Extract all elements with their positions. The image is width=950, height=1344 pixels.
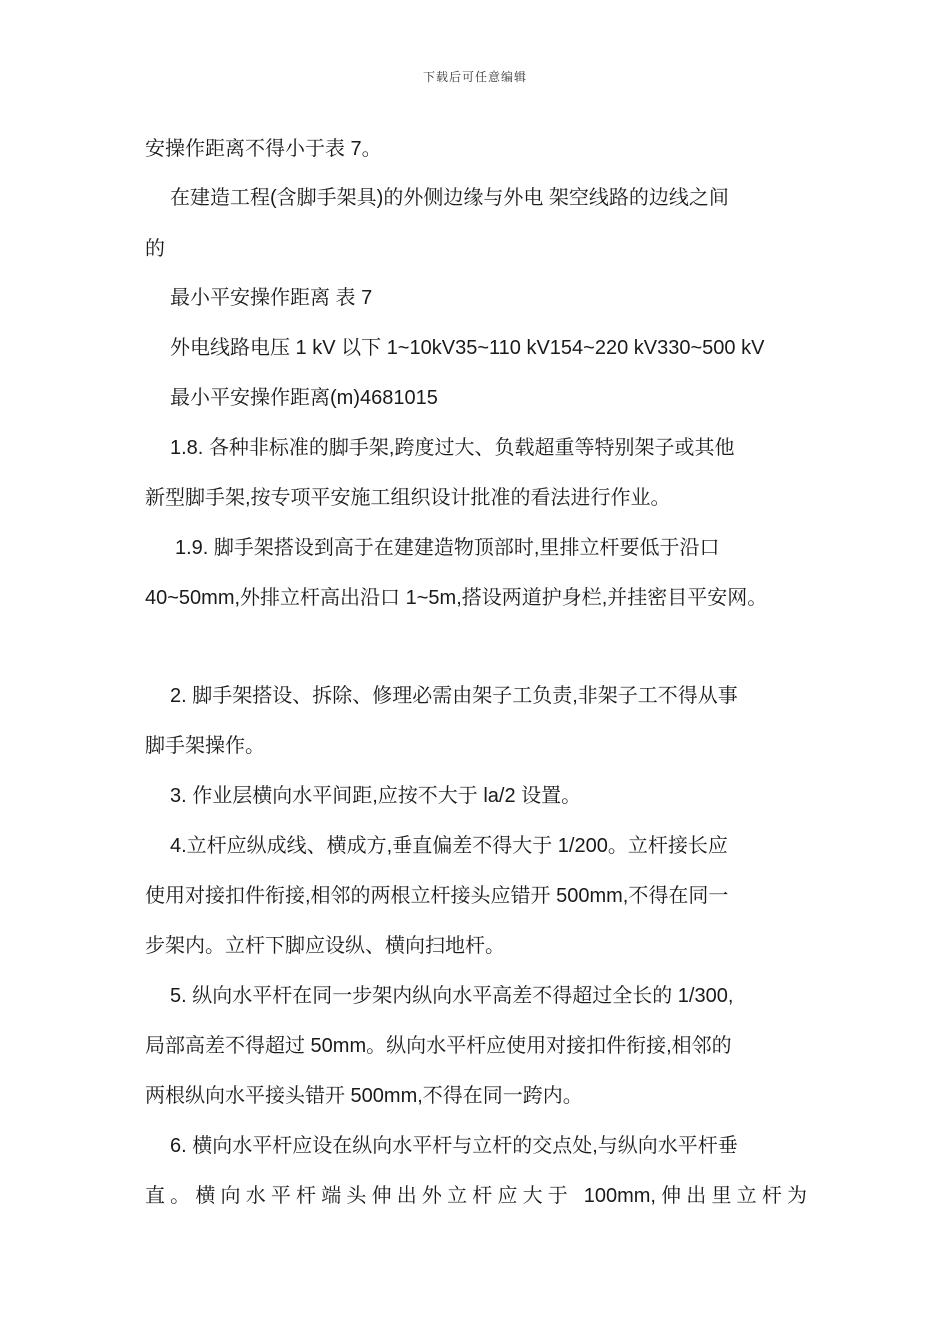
paragraph-line: 局部高差不得超过 50mm。纵向水平杆应使用对接扣件衔接,相邻的 xyxy=(145,1035,732,1057)
table-row-voltage: 外电线路电压 1 kV 以下 1~10kV35~110 kV154~220 kV330~500 kV xyxy=(170,337,765,359)
paragraph-line: 安操作距离不得小于表 7。 xyxy=(145,138,382,160)
paragraph-line: 新型脚手架,按专项平安施工组织设计批准的看法进行作业。 xyxy=(145,487,671,509)
paragraph-line: 4.立杆应纵成线、横成方,垂直偏差不得大于 1/200。立杆接长应 xyxy=(170,835,728,857)
paragraph-line: 两根纵向水平接头错开 500mm,不得在同一跨内。 xyxy=(145,1085,583,1107)
paragraph-line: 6. 横向水平杆应设在纵向水平杆与立杆的交点处,与纵向水平杆垂 xyxy=(170,1135,738,1157)
paragraph-line: 1.9. 脚手架搭设到高于在建建造物顶部时,里排立杆要低于沿口 xyxy=(175,537,720,559)
paragraph-line: 3. 作业层横向水平间距,应按不大于 la/2 设置。 xyxy=(170,785,582,807)
table-row-distance: 最小平安操作距离(m)4681015 xyxy=(170,387,438,409)
paragraph-line: 40~50mm,外排立杆高出沿口 1~5m,搭设两道护身栏,并挂密目平安网。 xyxy=(145,587,768,609)
paragraph-line: 的 xyxy=(145,238,165,260)
table-caption: 最小平安操作距离 表 7 xyxy=(170,287,373,309)
page-header: 下载后可任意编辑 xyxy=(422,70,527,84)
paragraph-line: 5. 纵向水平杆在同一步架内纵向水平高差不得超过全长的 1/300, xyxy=(170,985,734,1007)
paragraph-line: 步架内。立杆下脚应设纵、横向扫地杆。 xyxy=(145,935,505,957)
paragraph-line: 2. 脚手架搭设、拆除、修理必需由架子工负责,非架子工不得从事 xyxy=(170,685,738,707)
paragraph-line: 在建造工程(含脚手架具)的外侧边缘与外电 架空线路的边线之间 xyxy=(170,187,729,209)
paragraph-line: 直。横向水平杆端头伸出外立杆应大于 100mm,伸出里立杆为 xyxy=(145,1185,807,1207)
paragraph-line: 脚手架操作。 xyxy=(145,735,265,757)
paragraph-line: 1.8. 各种非标准的脚手架,跨度过大、负载超重等特别架子或其他 xyxy=(170,437,735,459)
paragraph-line: 使用对接扣件衔接,相邻的两根立杆接头应错开 500mm,不得在同一 xyxy=(145,885,729,907)
